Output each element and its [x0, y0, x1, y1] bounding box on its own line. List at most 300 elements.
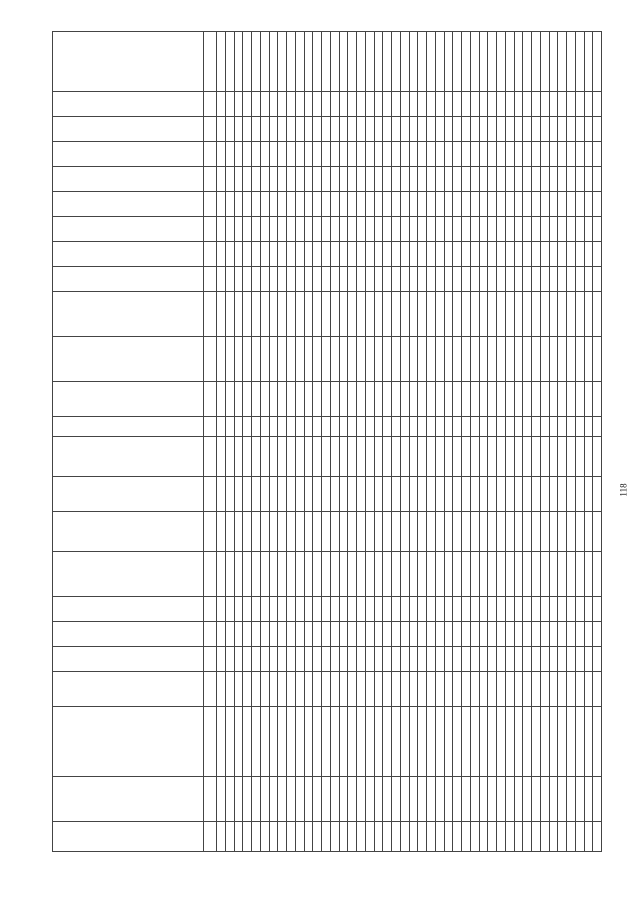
table-cell	[497, 437, 506, 477]
table-cell	[584, 337, 593, 382]
table-cell	[584, 512, 593, 552]
table-cell	[252, 242, 261, 267]
table-cell	[567, 167, 576, 192]
table-cell	[304, 92, 313, 117]
table-row	[532, 32, 541, 852]
table-cell	[418, 512, 427, 552]
table-cell	[558, 417, 567, 437]
table-cell	[260, 647, 269, 672]
table-cell	[497, 512, 506, 552]
table-cell	[225, 822, 234, 852]
table-cell	[269, 32, 278, 92]
table-cell	[470, 437, 479, 477]
table-cell	[374, 92, 383, 117]
table-cell	[523, 242, 532, 267]
table-cell	[383, 217, 392, 242]
table-cell	[462, 242, 471, 267]
table-cell	[575, 192, 584, 217]
table-cell	[497, 477, 506, 512]
table-cell	[330, 217, 339, 242]
table-cell	[339, 292, 348, 337]
table-cell	[287, 552, 296, 597]
table-cell	[409, 267, 418, 292]
table-cell	[523, 437, 532, 477]
table-cell	[488, 92, 497, 117]
table-cell	[322, 382, 331, 417]
table-cell	[313, 217, 322, 242]
table-cell	[427, 477, 436, 512]
table-cell	[462, 777, 471, 822]
table-cell	[532, 437, 541, 477]
table-cell	[339, 267, 348, 292]
table-cell	[304, 192, 313, 217]
table-cell	[322, 192, 331, 217]
table-cell	[260, 167, 269, 192]
table-cell	[252, 267, 261, 292]
table-cell	[225, 417, 234, 437]
table-cell	[584, 707, 593, 777]
table-cell	[488, 32, 497, 92]
table-cell	[365, 647, 374, 672]
table-row	[444, 32, 453, 852]
table-cell	[488, 337, 497, 382]
table-cell	[383, 337, 392, 382]
table-cell	[540, 597, 549, 622]
table-cell	[505, 242, 514, 267]
table-cell	[217, 822, 226, 852]
table-cell	[313, 192, 322, 217]
table-cell	[470, 822, 479, 852]
table-cell	[593, 117, 602, 142]
table-cell	[243, 622, 252, 647]
table-cell	[225, 192, 234, 217]
table-cell	[225, 32, 234, 92]
table-cell	[575, 267, 584, 292]
table-cell	[497, 337, 506, 382]
table-cell	[322, 142, 331, 167]
table-cell	[392, 777, 401, 822]
table-cell	[462, 622, 471, 647]
table-cell	[505, 672, 514, 707]
table-cell	[462, 707, 471, 777]
table-cell	[470, 117, 479, 142]
table-cell	[567, 117, 576, 142]
table-cell	[348, 437, 357, 477]
table-cell	[304, 217, 313, 242]
table-cell	[392, 707, 401, 777]
table-cell	[470, 142, 479, 167]
table-cell	[225, 707, 234, 777]
table-cell	[374, 142, 383, 167]
table-cell	[575, 437, 584, 477]
table-cell	[505, 622, 514, 647]
table-cell	[488, 777, 497, 822]
table-cell	[435, 382, 444, 417]
table-cell	[243, 142, 252, 167]
table-cell	[470, 292, 479, 337]
table-cell	[330, 142, 339, 167]
table-cell	[348, 552, 357, 597]
table-cell	[383, 142, 392, 167]
table-cell	[567, 242, 576, 267]
rotated-table-page	[52, 32, 602, 852]
table-cell	[427, 192, 436, 217]
table-cell	[462, 512, 471, 552]
table-cell	[339, 242, 348, 267]
table-cell	[514, 32, 523, 92]
table-cell	[540, 92, 549, 117]
table-cell	[558, 777, 567, 822]
table-cell	[575, 142, 584, 167]
table-cell	[357, 622, 366, 647]
table-cell	[540, 32, 549, 92]
table-cell	[479, 512, 488, 552]
table-cell	[365, 192, 374, 217]
table-cell	[400, 437, 409, 477]
table-cell	[540, 142, 549, 167]
table-cell	[470, 417, 479, 437]
table-cell	[567, 437, 576, 477]
header-cell	[53, 707, 204, 777]
table-cell	[558, 242, 567, 267]
table-cell	[462, 597, 471, 622]
table-cell	[217, 512, 226, 552]
header-cell	[53, 777, 204, 822]
table-cell	[313, 707, 322, 777]
table-cell	[374, 777, 383, 822]
table-cell	[409, 777, 418, 822]
table-cell	[278, 777, 287, 822]
column-number-cell	[204, 337, 217, 382]
table-cell	[523, 707, 532, 777]
table-cell	[584, 167, 593, 192]
table-cell	[278, 672, 287, 707]
table-cell	[295, 242, 304, 267]
table-cell	[435, 167, 444, 192]
table-cell	[234, 267, 243, 292]
table-cell	[532, 382, 541, 417]
table-cell	[488, 512, 497, 552]
table-cell	[488, 707, 497, 777]
table-cell	[392, 32, 401, 92]
table-cell	[479, 707, 488, 777]
table-cell	[304, 382, 313, 417]
table-cell	[514, 217, 523, 242]
table-cell	[339, 167, 348, 192]
table-cell	[532, 192, 541, 217]
table-cell	[558, 822, 567, 852]
column-number-cell	[204, 192, 217, 217]
table-cell	[567, 512, 576, 552]
table-cell	[470, 92, 479, 117]
table-cell	[357, 337, 366, 382]
table-cell	[295, 167, 304, 192]
table-cell	[575, 242, 584, 267]
table-cell	[295, 672, 304, 707]
table-cell	[444, 117, 453, 142]
table-cell	[234, 477, 243, 512]
table-cell	[462, 437, 471, 477]
table-cell	[409, 217, 418, 242]
table-cell	[330, 707, 339, 777]
table-cell	[567, 267, 576, 292]
table-cell	[313, 32, 322, 92]
table-cell	[567, 822, 576, 852]
table-cell	[287, 512, 296, 552]
table-cell	[225, 777, 234, 822]
table-cell	[295, 142, 304, 167]
table-cell	[470, 382, 479, 417]
table-cell	[383, 512, 392, 552]
column-number-cell	[204, 32, 217, 92]
table-cell	[243, 707, 252, 777]
table-cell	[418, 337, 427, 382]
table-cell	[409, 707, 418, 777]
table-cell	[304, 142, 313, 167]
table-cell	[278, 552, 287, 597]
table-cell	[269, 622, 278, 647]
table-cell	[418, 32, 427, 92]
table-row	[234, 32, 243, 852]
table-cell	[462, 552, 471, 597]
header-cell	[53, 192, 204, 217]
table-row	[348, 32, 357, 852]
table-cell	[383, 822, 392, 852]
table-row	[330, 32, 339, 852]
table-cell	[278, 512, 287, 552]
table-cell	[234, 292, 243, 337]
table-cell	[575, 822, 584, 852]
table-cell	[260, 512, 269, 552]
table-cell	[295, 437, 304, 477]
table-cell	[549, 477, 558, 512]
table-cell	[348, 597, 357, 622]
table-cell	[584, 822, 593, 852]
table-cell	[357, 597, 366, 622]
table-cell	[409, 192, 418, 217]
table-cell	[357, 142, 366, 167]
table-cell	[260, 597, 269, 622]
table-cell	[532, 647, 541, 672]
table-cell	[304, 417, 313, 437]
table-cell	[374, 167, 383, 192]
table-cell	[584, 647, 593, 672]
table-cell	[269, 822, 278, 852]
table-cell	[567, 622, 576, 647]
table-cell	[514, 242, 523, 267]
table-cell	[322, 622, 331, 647]
table-cell	[558, 382, 567, 417]
table-cell	[330, 92, 339, 117]
table-cell	[567, 337, 576, 382]
table-cell	[313, 477, 322, 512]
table-cell	[217, 552, 226, 597]
table-cell	[488, 117, 497, 142]
table-cell	[558, 647, 567, 672]
table-cell	[269, 552, 278, 597]
table-cell	[505, 512, 514, 552]
table-cell	[567, 777, 576, 822]
table-cell	[427, 822, 436, 852]
table-cell	[479, 552, 488, 597]
table-cell	[470, 242, 479, 267]
table-cell	[427, 622, 436, 647]
table-cell	[322, 647, 331, 672]
table-cell	[549, 382, 558, 417]
table-cell	[497, 32, 506, 92]
table-row	[558, 32, 567, 852]
table-cell	[444, 92, 453, 117]
table-cell	[453, 622, 462, 647]
table-cell	[427, 777, 436, 822]
table-cell	[287, 32, 296, 92]
table-cell	[295, 292, 304, 337]
table-cell	[497, 597, 506, 622]
table-cell	[383, 477, 392, 512]
table-cell	[374, 552, 383, 597]
table-cell	[313, 117, 322, 142]
table-cell	[584, 417, 593, 437]
table-cell	[304, 267, 313, 292]
table-row	[505, 32, 514, 852]
table-cell	[470, 622, 479, 647]
table-cell	[365, 437, 374, 477]
table-cell	[322, 92, 331, 117]
table-cell	[488, 267, 497, 292]
table-cell	[558, 437, 567, 477]
table-cell	[453, 552, 462, 597]
table-cell	[348, 777, 357, 822]
table-cell	[217, 707, 226, 777]
table-cell	[549, 822, 558, 852]
table-cell	[322, 477, 331, 512]
table-cell	[217, 92, 226, 117]
table-cell	[278, 707, 287, 777]
table-cell	[392, 647, 401, 672]
table-cell	[243, 647, 252, 672]
table-cell	[479, 217, 488, 242]
table-cell	[575, 217, 584, 242]
table-cell	[470, 647, 479, 672]
table-cell	[330, 337, 339, 382]
table-cell	[365, 337, 374, 382]
table-cell	[252, 822, 261, 852]
page-number: 118	[618, 483, 629, 497]
table-cell	[234, 672, 243, 707]
table-cell	[339, 382, 348, 417]
table-cell	[339, 597, 348, 622]
table-cell	[295, 552, 304, 597]
table-cell	[313, 597, 322, 622]
table-cell	[558, 337, 567, 382]
table-cell	[348, 672, 357, 707]
table-cell	[243, 167, 252, 192]
table-cell	[444, 242, 453, 267]
table-cell	[400, 167, 409, 192]
table-cell	[400, 707, 409, 777]
table-cell	[313, 167, 322, 192]
table-cell	[287, 292, 296, 337]
table-cell	[444, 337, 453, 382]
table-cell	[243, 597, 252, 622]
table-cell	[348, 622, 357, 647]
column-number-cell	[204, 707, 217, 777]
table-cell	[330, 622, 339, 647]
table-cell	[453, 192, 462, 217]
table-cell	[593, 337, 602, 382]
table-cell	[313, 622, 322, 647]
table-cell	[392, 217, 401, 242]
table-row	[497, 32, 506, 852]
table-cell	[584, 267, 593, 292]
table-cell	[470, 192, 479, 217]
table-cell	[392, 167, 401, 192]
table-cell	[427, 512, 436, 552]
table-cell	[497, 647, 506, 672]
table-cell	[234, 142, 243, 167]
table-cell	[269, 167, 278, 192]
table-cell	[409, 647, 418, 672]
table-cell	[243, 267, 252, 292]
table-cell	[330, 292, 339, 337]
table-cell	[400, 777, 409, 822]
table-cell	[243, 437, 252, 477]
table-cell	[453, 142, 462, 167]
table-cell	[348, 707, 357, 777]
table-cell	[278, 267, 287, 292]
table-cell	[339, 622, 348, 647]
table-cell	[313, 267, 322, 292]
table-cell	[523, 92, 532, 117]
table-cell	[479, 417, 488, 437]
table-cell	[435, 292, 444, 337]
table-row	[400, 32, 409, 852]
table-cell	[260, 437, 269, 477]
table-cell	[470, 32, 479, 92]
table-cell	[540, 777, 549, 822]
table-cell	[514, 117, 523, 142]
table-cell	[444, 597, 453, 622]
table-cell	[269, 92, 278, 117]
table-cell	[260, 477, 269, 512]
table-cell	[252, 552, 261, 597]
table-cell	[505, 707, 514, 777]
table-cell	[392, 597, 401, 622]
table-cell	[225, 337, 234, 382]
table-cell	[287, 417, 296, 437]
table-cell	[260, 32, 269, 92]
table-cell	[462, 647, 471, 672]
table-cell	[225, 242, 234, 267]
table-cell	[269, 707, 278, 777]
table-cell	[470, 167, 479, 192]
table-cell	[497, 192, 506, 217]
table-cell	[278, 382, 287, 417]
table-cell	[365, 672, 374, 707]
table-cell	[540, 512, 549, 552]
table-cell	[540, 382, 549, 417]
table-cell	[234, 217, 243, 242]
table-cell	[505, 477, 514, 512]
table-cell	[313, 552, 322, 597]
table-cell	[497, 417, 506, 437]
table-cell	[427, 382, 436, 417]
table-cell	[295, 117, 304, 142]
table-cell	[392, 437, 401, 477]
table-cell	[549, 552, 558, 597]
table-row	[540, 32, 549, 852]
table-cell	[593, 92, 602, 117]
